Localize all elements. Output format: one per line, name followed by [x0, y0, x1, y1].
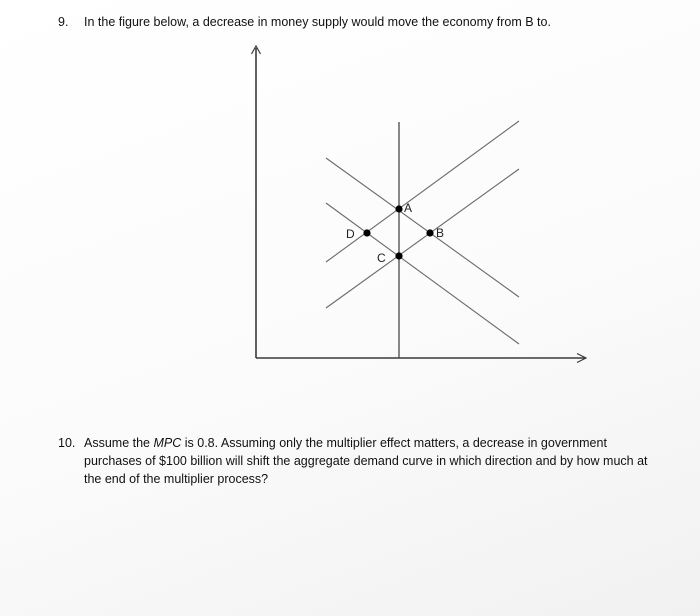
- upward-curve-lower: [326, 169, 519, 308]
- question-10-text-before: Assume the: [84, 436, 154, 450]
- question-10-mpc-term: MPC: [153, 436, 182, 450]
- downward-curve-lower: [326, 203, 519, 344]
- point-b-marker: [426, 229, 433, 236]
- point-d-marker: [363, 229, 370, 236]
- question-10-text: [84, 434, 658, 488]
- question-10-text-after: is 0.8. Assuming only the multiplier effect matters, a decrease in government purchases of $100 billion will shift the aggregate demand curve in which direction and by how much at the end of the multiplier process?: [84, 436, 648, 486]
- point-b-label: B: [436, 226, 445, 240]
- point-c-label: C: [377, 251, 386, 265]
- downward-curve-upper: [326, 158, 519, 297]
- point-c-marker: [395, 252, 402, 259]
- point-a-marker: [395, 205, 402, 212]
- point-d-label: D: [346, 227, 355, 241]
- question-9-text: In the figure below, a decrease in money supply would move the economy from B to.: [84, 15, 551, 29]
- question-10-number: 10.: [58, 436, 76, 450]
- point-a-label: A: [404, 201, 413, 215]
- upward-curve-upper: [326, 121, 519, 262]
- question-9-number: 9.: [58, 15, 69, 29]
- question-10: [58, 434, 658, 488]
